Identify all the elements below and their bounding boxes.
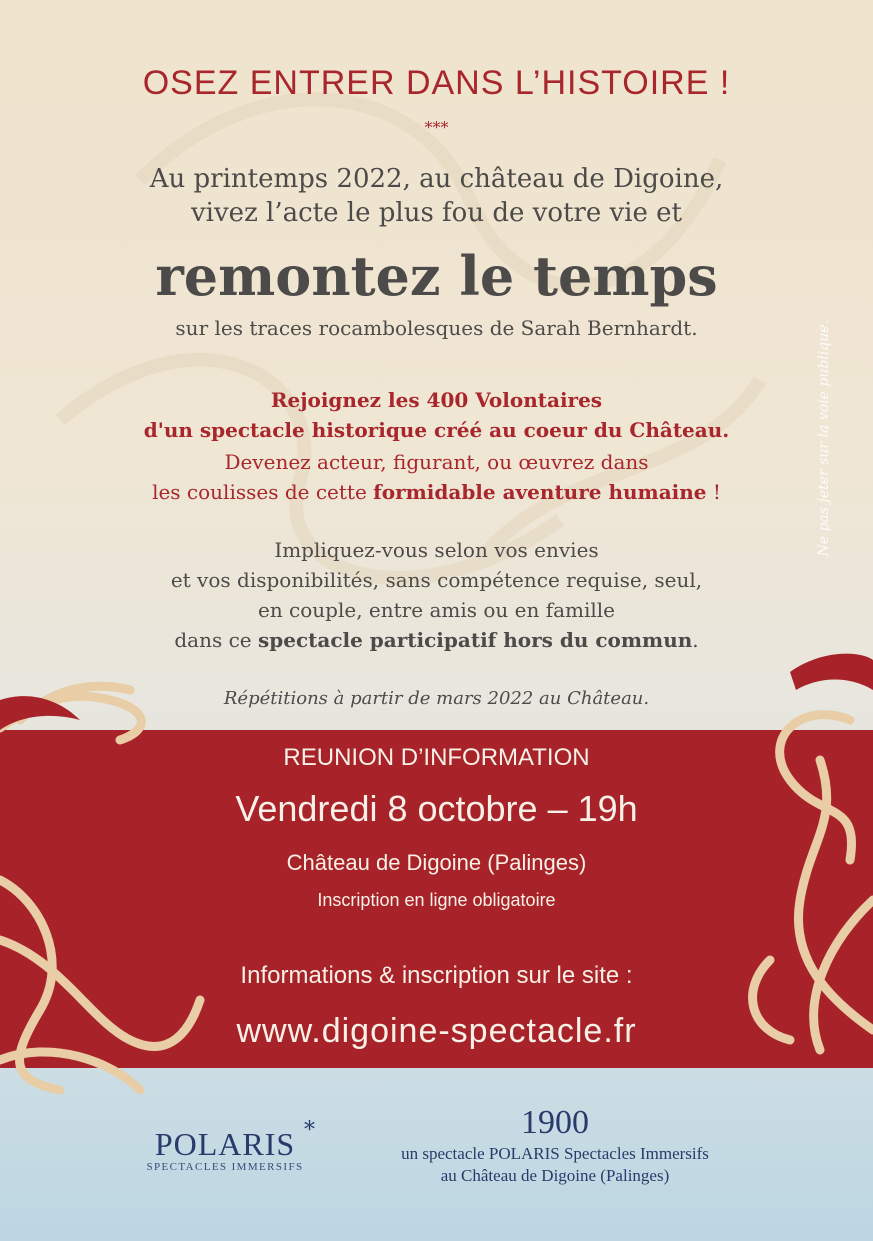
show-year: 1900 bbox=[521, 1104, 589, 1141]
main-title: remontez le temps bbox=[155, 244, 718, 308]
meeting-title: REUNION D’INFORMATION bbox=[283, 744, 590, 771]
intro-line-2: vivez l’acte le plus fou de votre vie et bbox=[190, 198, 682, 228]
credits-line-1: un spectacle POLARIS Spectacles Immersifs bbox=[401, 1144, 709, 1163]
call-line-3: Devenez acteur, figurant, ou œuvrez dans bbox=[224, 450, 649, 474]
logo-star-icon: * bbox=[304, 1118, 315, 1143]
call-line-2: d'un spectacle historique créé au coeur du Château. bbox=[143, 418, 730, 442]
registration-note: Inscription en ligne obligatoire bbox=[317, 890, 556, 910]
involve-line-3: en couple, entre amis ou en famille bbox=[257, 598, 616, 622]
meeting-place: Château de Digoine (Palinges) bbox=[286, 850, 587, 875]
involve-line-1: Impliquez-vous selon vos envies bbox=[274, 538, 599, 562]
logo-name: POLARIS bbox=[154, 1126, 296, 1162]
show-credits bbox=[340, 1104, 770, 1186]
involve-line-4: dans ce spectacle participatif hors du commun. bbox=[174, 628, 699, 652]
call-line-4: les coulisses de cette formidable aventure humaine ! bbox=[152, 480, 721, 504]
info-text: Informations & inscription sur le site : bbox=[240, 962, 633, 989]
intro-line-3: sur les traces rocambolesques de Sarah Bernhardt. bbox=[175, 316, 698, 340]
call-line-1: Rejoignez les 400 Volontaires bbox=[270, 388, 603, 412]
rehearsals-note: Répétitions à partir de mars 2022 au Château. bbox=[223, 688, 650, 709]
call-emphasis: formidable aventure humaine bbox=[373, 480, 707, 504]
logo-tagline: SPECTACLES IMMERSIFS bbox=[146, 1161, 304, 1173]
meeting-date: Vendredi 8 octobre – 19h bbox=[235, 788, 638, 829]
website-link[interactable]: www.digoine-spectacle.fr bbox=[236, 1012, 637, 1050]
litter-notice: Ne pas jeter sur la voie publique. bbox=[816, 320, 832, 557]
involve-line-2: et vos disponibilités, sans compétence requise, seul, bbox=[170, 568, 703, 592]
intro-line-1: Au printemps 2022, au château de Digoine, bbox=[149, 164, 724, 194]
headline: OSEZ ENTRER DANS L’HISTOIRE ! bbox=[142, 64, 731, 102]
polaris-logo bbox=[138, 1118, 315, 1173]
separator: *** bbox=[424, 118, 449, 137]
credits-line-2: au Château de Digoine (Palinges) bbox=[440, 1166, 670, 1185]
involve-emphasis: spectacle participatif hors du commun bbox=[257, 628, 693, 652]
